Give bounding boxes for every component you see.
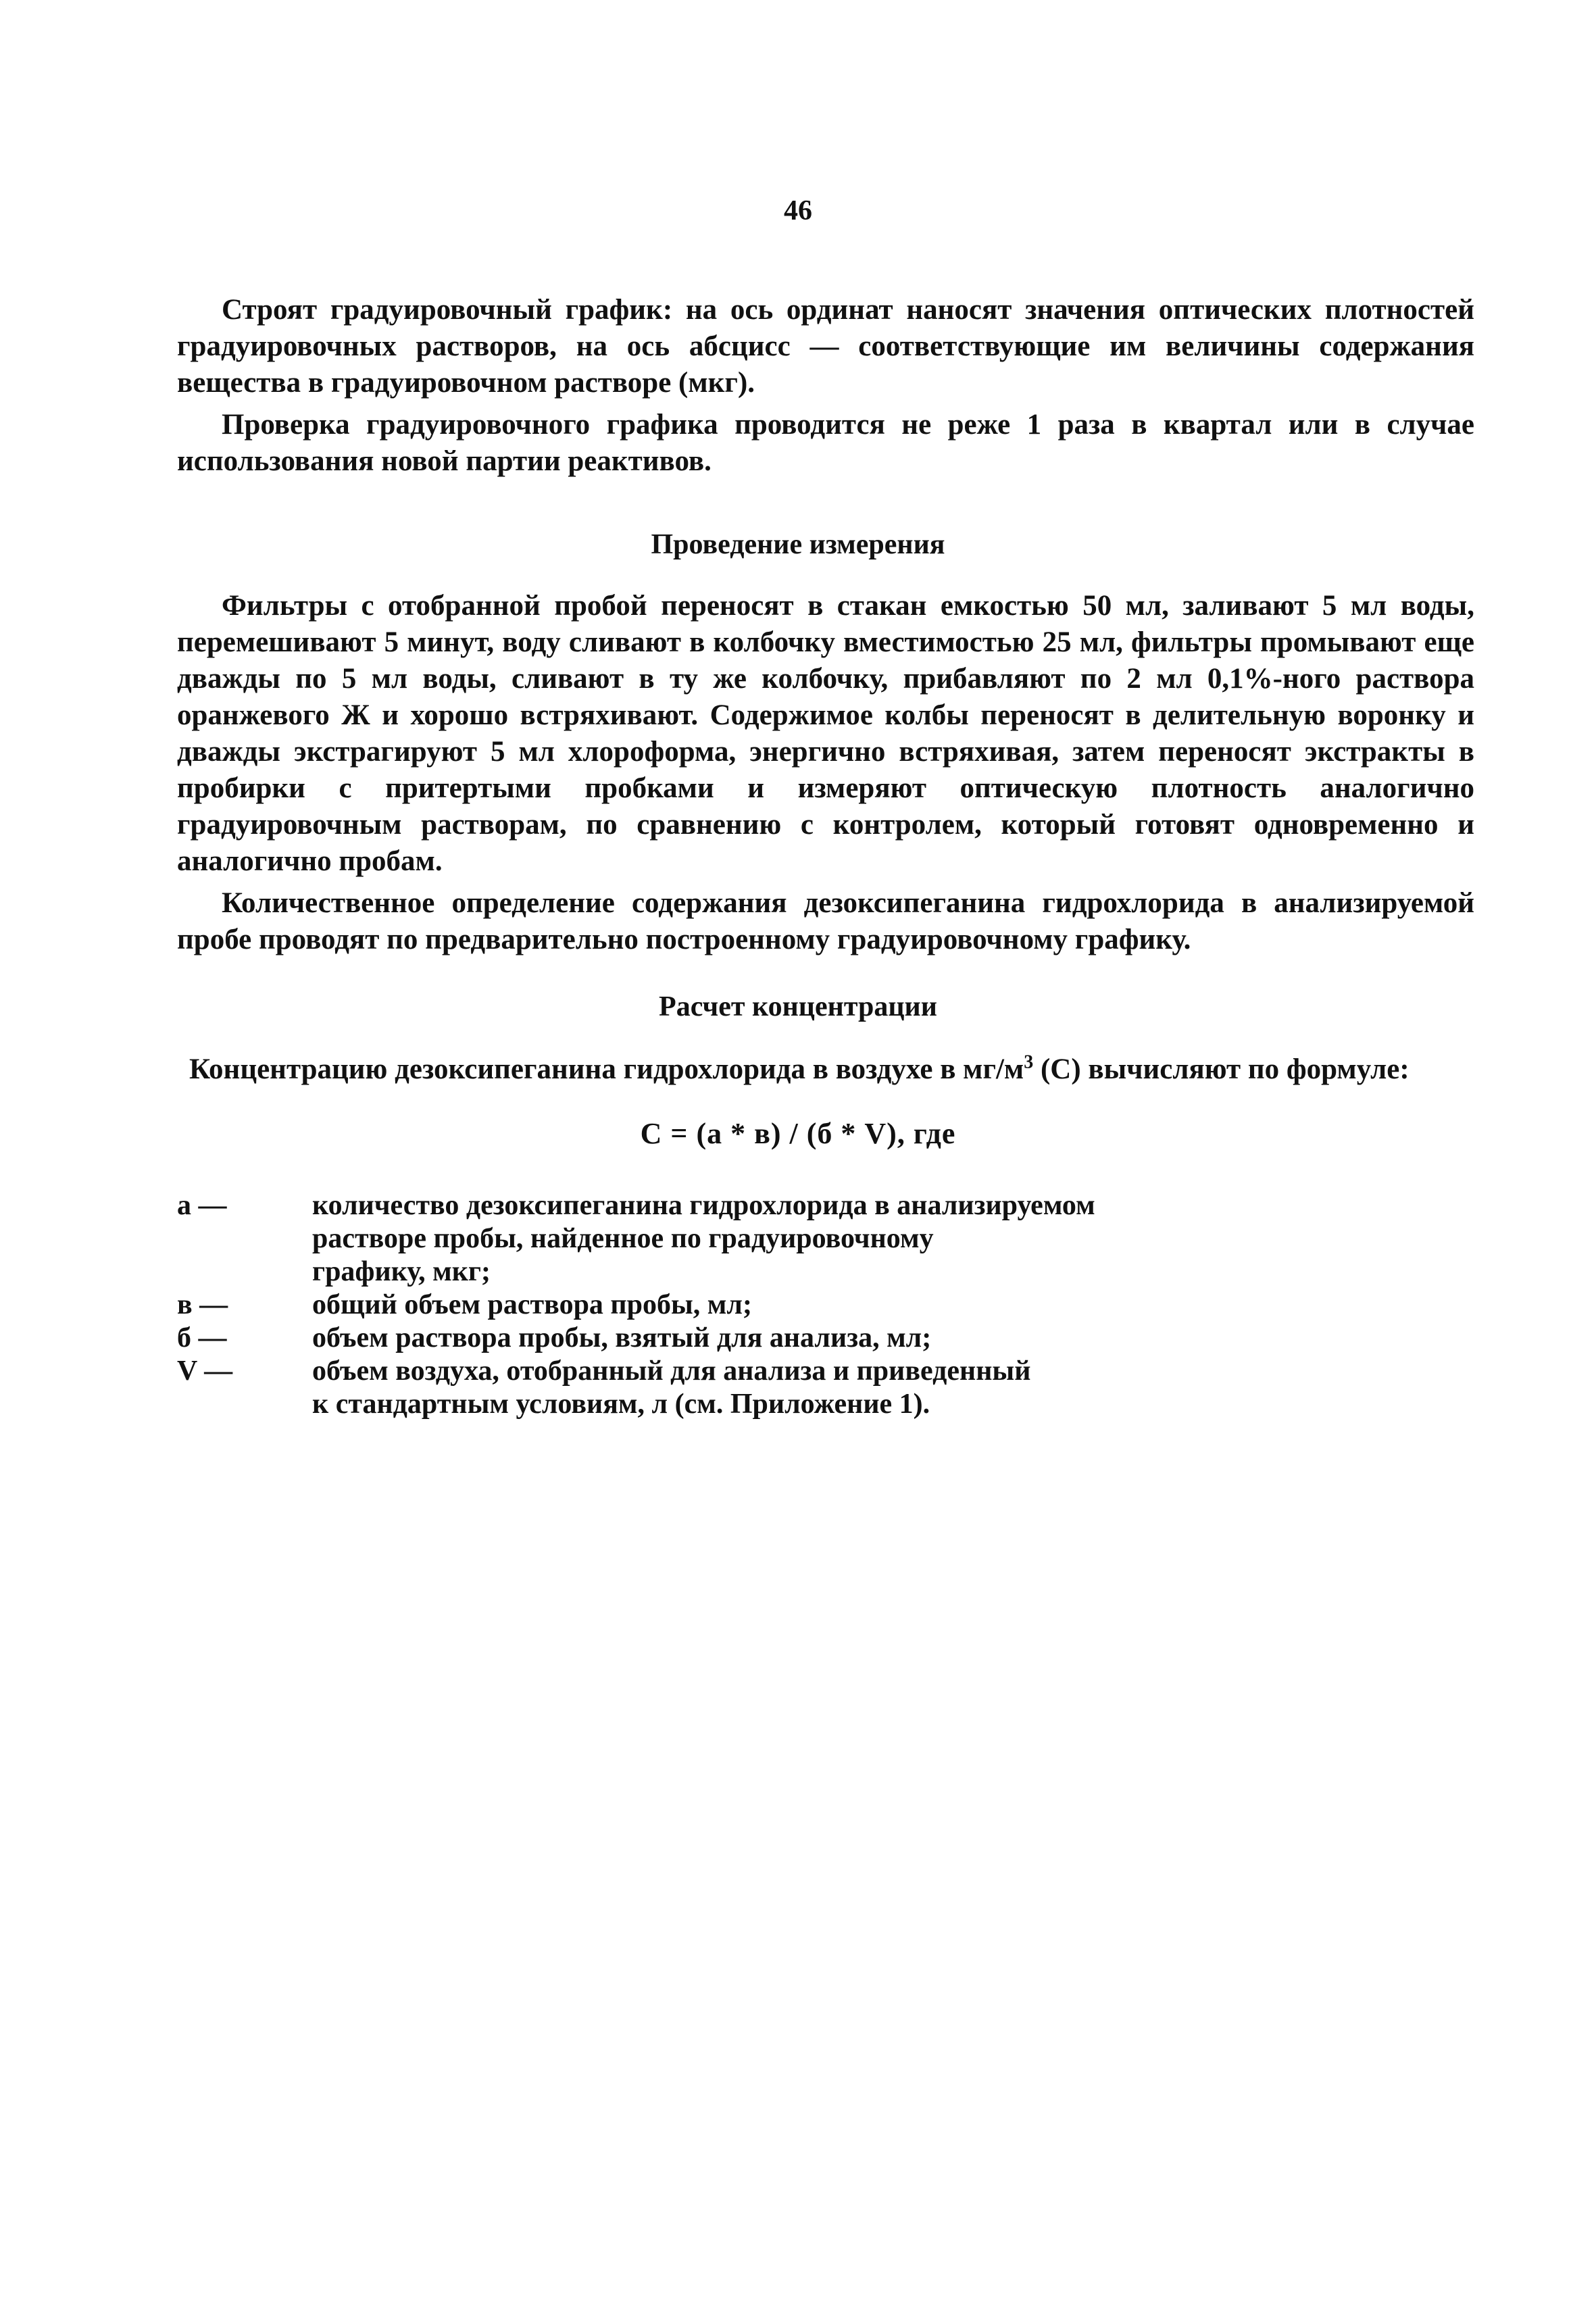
measurement-section — [177, 588, 1474, 964]
calculation-intro-text: Концентрацию дезоксипеганина гидрохлорида в воздухе в мг/м — [189, 1053, 1024, 1085]
definition-symbol: а — — [177, 1190, 227, 1221]
measurement-heading: Проведение измерения — [651, 529, 945, 560]
definition-volume — [177, 1355, 1191, 1421]
formula-definitions — [177, 1189, 1191, 1421]
calculation-heading: Расчет концентрации — [659, 991, 937, 1022]
definition-v — [177, 1289, 1191, 1322]
definition-line: объем воздуха, отобранный для анализа и приведенный — [312, 1355, 1031, 1387]
definition-b — [177, 1322, 1191, 1355]
definition-line: к стандартным условиям, л (см. Приложение 1). — [312, 1389, 930, 1420]
definition-text — [312, 1289, 1191, 1322]
calculation-intro-tail: (С) вычисляют по формуле: — [1033, 1053, 1410, 1085]
calculation-intro — [177, 1051, 1474, 1088]
definition-a — [177, 1189, 1191, 1289]
intro-paragraph-1: Строят градуировочный график: на ось ординат наносят значения оптических плотностей градуировочных растворов, на ось абсцисс — соответствующие им величины содержания вещества в градуировочном растворе (мкг). — [177, 294, 1474, 399]
definition-text — [312, 1355, 1191, 1421]
intro-paragraph-2: Проверка градуировочного графика проводится не реже 1 раза в квартал или в случае использования новой партии реактивов. — [177, 409, 1474, 477]
definition-line: общий объем раствора пробы, мл; — [312, 1289, 752, 1320]
definition-text — [312, 1189, 1191, 1289]
unit-superscript: 3 — [1024, 1051, 1034, 1073]
definition-symbol: в — — [177, 1289, 228, 1320]
definition-symbol: б — — [177, 1322, 227, 1353]
concentration-formula: С = (а * в) / (б * V), где — [640, 1117, 956, 1150]
definition-symbol: V — — [177, 1355, 233, 1387]
definition-line: растворе пробы, найденное по градуировочному — [312, 1223, 934, 1254]
measurement-paragraph-2: Количественное определение содержания дезоксипеганина гидрохлорида в анализируемой пробе проводят по предварительно построенному градуировочному графику. — [177, 887, 1474, 955]
definition-line: количество дезоксипеганина гидрохлорида в анализируемом — [312, 1190, 1095, 1221]
intro-section — [177, 292, 1474, 485]
definition-line: объем раствора пробы, взятый для анализа, мл; — [312, 1322, 932, 1353]
page-number: 46 — [784, 195, 812, 226]
definition-line: графику, мкг; — [312, 1256, 491, 1287]
measurement-paragraph-1: Фильтры с отобранной пробой переносят в стакан емкостью 50 мл, заливают 5 мл воды, перемешивают 5 минут, воду сливают в колбочку вместимостью 25 мл, фильтры промывают еще дважды по 5 мл воды, сливают в ту же колбочку, прибавляют по 2 мл 0,1%-ного раствора оранжевого Ж и хорошо встряхивают. Содержимое колбы переносят в делительную воронку и дважды экстрагируют 5 мл хлороформа, энергично встряхивая, затем переносят экстракты в пробирки с притертыми пробками и измеряют оптическую плотность аналогично градуировочным растворам, по сравнению с контролем, который готовят одновременно и аналогично пробам. — [177, 590, 1474, 877]
definition-text — [312, 1322, 1191, 1355]
